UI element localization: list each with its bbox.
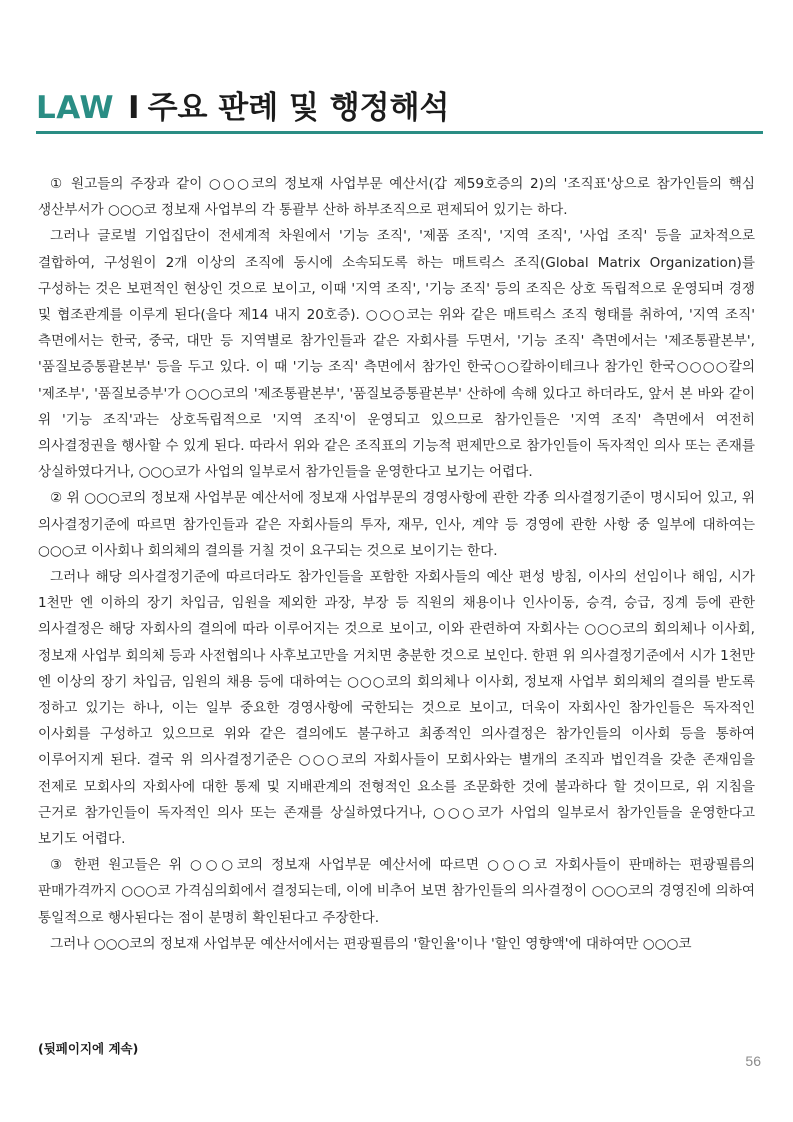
page-number: 56 <box>745 1053 761 1069</box>
paragraph-5: ③ 한편 원고들은 위 ○○○코의 정보재 사업부문 예산서에 따르면 ○○○코 자회사들이 판매하는 편광필름의 판매가격까지 ○○○코 가격심의회에서 결정되는데, 이에 비추어 보면 참가인들의 의사결정이 ○○○코의 경영진에 의하여 통일적으로 행사된다는 점이 분명히 확인된다고 주장한다. <box>38 857 756 926</box>
paragraph-3: ② 위 ○○○코의 정보재 사업부문 예산서에 정보재 사업부문의 경영사항에 관한 각종 의사결정기준이 명시되어 있고, 위 의사결정기준에 따르면 참가인들과 같은 자회사들의 투자, 재무, 인사, 계약 등 경영에 관한 사항 중 일부에 대하여는 ○○○코 이사회나 회의체의 결의를 거칠 것이 요구되는 것으로 보이기는 한다. <box>38 490 755 559</box>
body-text <box>38 171 755 957</box>
paragraph-1: ① 원고들의 주장과 같이 ○○○코의 정보재 사업부문 예산서(갑 제59호증의 2)의 '조직표'상으로 참가인들의 핵심 생산부서가 ○○○코 정보재 사업부의 각 통괄부 산하 하부조직으로 편제되어 있기는 하다. <box>38 176 755 219</box>
header-divider <box>36 131 763 134</box>
paragraph-4: 그러나 해당 의사결정기준에 따르더라도 참가인들을 포함한 자회사들의 예산 편성 방침, 이사의 선임이나 해임, 시가 1천만 엔 이하의 장기 차입금, 임원을 제외한 과장, 부장 등 직원의 채용이나 인사이동, 승격, 승급, 징계 등에 관한 의사결정은 해당 자회사의 결의에 따라 이루어지는 것으로 보이고, 이와 관련하여 자회사는 ○○○코의 회의체나 이사회, 정보재 사업부 회의체 등과 사전협의나 사후보고만을 거치면 충분한 것으로 보인다. 한편 위 의사결정기준에서 시가 1천만 엔 이상의 장기 차입금, 임원의 채용 등에 대하여는 ○○○코의 회의체나 이사회, 정보재 사업부 회의체의 결의를 받도록 정하고 있기는 하나, 이는 일부 중요한 경영사항에 국한되는 것으로 보이고, 더욱이 자회사인 참가인들은 독자적인 이사회를 구성하고 있으므로 위와 같은 결의에도 불구하고 최종적인 의사결정은 참가인들의 이사회 등을 통하여 이루어지게 된다. 결국 위 의사결정기준은 ○○○코의 자회사들이 모회사와는 별개의 조직과 법인격을 갖춘 존재임을 전제로 모회사의 자회사에 대한 통제 및 지배관계의 전형적인 요소를 조문화한 것에 불과하다 할 것이므로, 위 지침을 근거로 참가인들이 독자적인 의사 또는 존재를 상실하였다거나, ○○○코가 사업의 일부로서 참가인들을 운영한다고 보기도 어렵다. <box>38 569 755 848</box>
heading-separator: I <box>128 90 140 126</box>
law-label: LAW <box>36 90 115 126</box>
section-heading <box>36 88 449 128</box>
page-header <box>36 84 763 132</box>
continued-note: (뒷페이지에 계속) <box>38 1041 139 1056</box>
heading-title: 주요 판례 및 행정해석 <box>147 90 450 126</box>
paragraph-6: 그러나 ○○○코의 정보재 사업부문 예산서에서는 편광필름의 '할인율'이나 '할인 영향액'에 대하여만 ○○○코 <box>50 935 692 952</box>
paragraph-2: 그러나 글로벌 기업집단이 전세계적 차원에서 '기능 조직', '제품 조직', '지역 조직', '사업 조직' 등을 교차적으로 결합하여, 구성원이 2개 이상의 조직에 동시에 소속되도록 하는 매트릭스 조직(Global Matrix Organization)를 구성하는 것은 보편적인 현상인 것으로 보이고, 이때 '지역 조직', '기능 조직' 등의 조직은 상호 독립적으로 운영되며 경쟁 및 협조관계를 이루게 된다(을다 제14 내지 20호증). ○○○코는 위와 같은 매트릭스 조직 형태를 취하여, '지역 조직' 측면에서는 한국, 중국, 대만 등 지역별로 참가인들과 같은 자회사를 두면서, '기능 조직' 측면에서는 '제조통괄본부', '품질보증통괄본부' 등을 두고 있다. 이 때 '기능 조직' 측면에서 참가인 한국○○칼하이테크나 참가인 한국○○○○칼의 '제조부', '품질보증부'가 ○○○코의 '제조통괄본부', '품질보증통괄본부' 산하에 속해 있다고 하더라도, 앞서 본 바와 같이 위 '기능 조직'과는 상호독립적으로 '지역 조직'이 운영되고 있으므로 참가인들은 '지역 조직' 측면에서 여전히 의사결정권을 행사할 수 있게 된다. 따라서 위와 같은 조직표의 기능적 편제만으로 참가인들이 독자적인 의사 또는 존재를 상실하였다거나, ○○○코가 사업의 일부로서 참가인들을 운영한다고 보기는 어렵다. <box>38 228 755 481</box>
